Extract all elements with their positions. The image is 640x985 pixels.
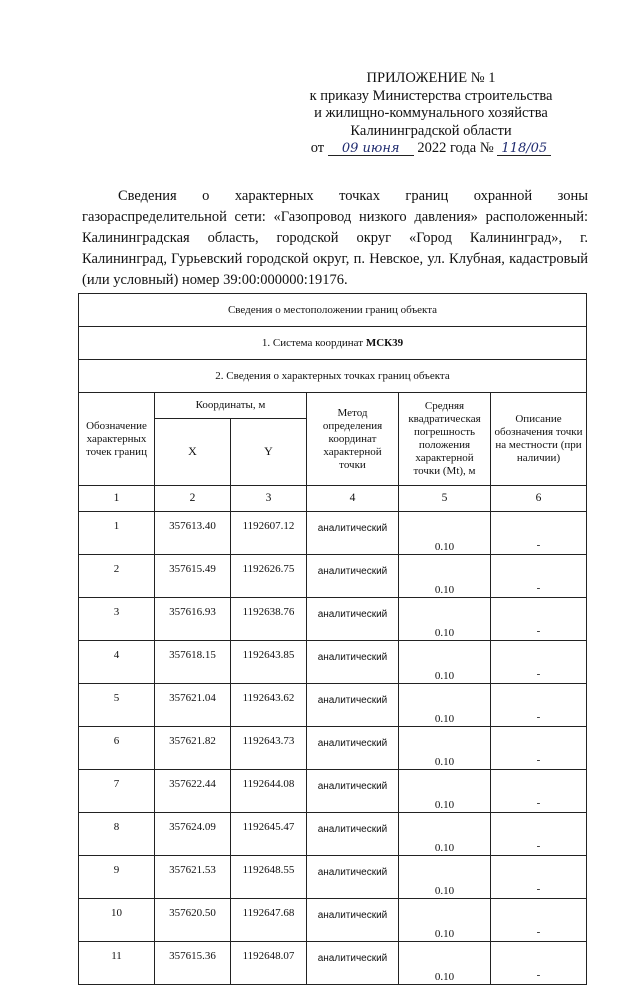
accuracy-cell: 0.10 — [399, 942, 491, 985]
y-coordinate-cell: 1192607.12 — [231, 512, 307, 555]
description-cell: - — [491, 727, 587, 770]
point-id-cell: 10 — [79, 899, 155, 942]
method-cell: аналитический — [307, 856, 399, 899]
description-cell: - — [491, 641, 587, 684]
accuracy-cell: 0.10 — [399, 770, 491, 813]
y-coordinate-cell: 1192648.55 — [231, 856, 307, 899]
method-cell: аналитический — [307, 942, 399, 985]
y-coordinate-cell: 1192648.07 — [231, 942, 307, 985]
accuracy-cell: 0.10 — [399, 684, 491, 727]
point-id-cell: 2 — [79, 555, 155, 598]
column-number: 3 — [231, 486, 307, 512]
table-title: Сведения о местоположении границ объекта — [79, 294, 587, 327]
point-id-cell: 6 — [79, 727, 155, 770]
header-row-1 — [79, 393, 587, 419]
point-id-cell: 11 — [79, 942, 155, 985]
x-coordinate-cell: 357615.49 — [155, 555, 231, 598]
column-number-row — [79, 486, 587, 512]
accuracy-cell: 0.10 — [399, 856, 491, 899]
document-header — [300, 70, 562, 158]
point-id-cell: 1 — [79, 512, 155, 555]
method-cell: аналитический — [307, 512, 399, 555]
header-x: X — [155, 418, 231, 485]
accuracy-cell: 0.10 — [399, 512, 491, 555]
column-number: 5 — [399, 486, 491, 512]
table-row — [79, 856, 587, 899]
from-label: от — [310, 140, 325, 156]
x-coordinate-cell: 357624.09 — [155, 813, 231, 856]
table-row — [79, 684, 587, 727]
order-line: к приказу Министерства строительства — [309, 87, 553, 104]
coordinate-system-label: 1. Система координат — [261, 336, 364, 349]
region-line: Калининградской области — [350, 122, 512, 139]
header-coords: Координаты, м — [155, 393, 307, 419]
description-cell: - — [491, 813, 587, 856]
description-cell: - — [491, 942, 587, 985]
description-cell: - — [491, 856, 587, 899]
method-cell: аналитический — [307, 899, 399, 942]
point-id-cell: 5 — [79, 684, 155, 727]
x-coordinate-cell: 357615.36 — [155, 942, 231, 985]
x-coordinate-cell: 357621.04 — [155, 684, 231, 727]
method-cell: аналитический — [307, 598, 399, 641]
point-id-cell: 4 — [79, 641, 155, 684]
table-row — [79, 770, 587, 813]
description-cell: - — [491, 598, 587, 641]
appendix-title: ПРИЛОЖЕНИЕ № 1 — [366, 70, 496, 86]
method-cell: аналитический — [307, 770, 399, 813]
table-row — [79, 813, 587, 856]
description-cell: - — [491, 684, 587, 727]
y-coordinate-cell: 1192647.68 — [231, 899, 307, 942]
y-coordinate-cell: 1192643.62 — [231, 684, 307, 727]
points-section-row — [79, 360, 587, 393]
header-accuracy: Средняя квадратическая погрешность положения характерной точки (Mt), м — [399, 393, 491, 486]
y-coordinate-cell: 1192645.47 — [231, 813, 307, 856]
table-title-row — [79, 294, 587, 327]
header-point: Обозначение характерных точек границ — [79, 393, 155, 486]
description-cell: - — [491, 770, 587, 813]
header-y: Y — [231, 418, 307, 485]
accuracy-cell: 0.10 — [399, 899, 491, 942]
table-row — [79, 727, 587, 770]
x-coordinate-cell: 357621.82 — [155, 727, 231, 770]
x-coordinate-cell: 357622.44 — [155, 770, 231, 813]
column-number: 1 — [79, 486, 155, 512]
coordinate-system-row — [79, 327, 587, 360]
accuracy-cell: 0.10 — [399, 555, 491, 598]
y-coordinate-cell: 1192638.76 — [231, 598, 307, 641]
method-cell: аналитический — [307, 555, 399, 598]
header-method: Метод определения координат характерной точки — [307, 393, 399, 486]
accuracy-cell: 0.10 — [399, 727, 491, 770]
table-row — [79, 641, 587, 684]
table-row — [79, 512, 587, 555]
intro-text: Сведения о характерных точках границ охранной зоны газораспределительной сети: «Газопровод низкого давления» расположенный: Калининградская область, городской округ «Город Калининград», г. Калининград, Гурьевский городской округ, п. Невское, ул. Клубная, кадастровый (или условный) номер 39:00:000000:19176. — [82, 188, 588, 288]
year-label: 2022 года № — [417, 140, 494, 156]
table-row — [79, 942, 587, 985]
description-cell: - — [491, 512, 587, 555]
point-id-cell: 7 — [79, 770, 155, 813]
order-date-line — [300, 140, 562, 158]
handwritten-order-number: 118/05 — [497, 142, 551, 156]
header-description: Описание обозначения точки на местности (при наличии) — [491, 393, 587, 486]
description-cell: - — [491, 555, 587, 598]
x-coordinate-cell: 357613.40 — [155, 512, 231, 555]
method-cell: аналитический — [307, 727, 399, 770]
x-coordinate-cell: 357620.50 — [155, 899, 231, 942]
table-row — [79, 555, 587, 598]
handwritten-date: 09 июня — [328, 142, 414, 156]
accuracy-cell: 0.10 — [399, 641, 491, 684]
description-cell: - — [491, 899, 587, 942]
coordinate-system-cell — [79, 327, 587, 360]
method-cell: аналитический — [307, 813, 399, 856]
method-cell: аналитический — [307, 641, 399, 684]
y-coordinate-cell: 1192643.73 — [231, 727, 307, 770]
ministry-line: и жилищно-коммунального хозяйства — [314, 105, 548, 121]
column-number: 4 — [307, 486, 399, 512]
x-coordinate-cell: 357616.93 — [155, 598, 231, 641]
y-coordinate-cell: 1192644.08 — [231, 770, 307, 813]
accuracy-cell: 0.10 — [399, 598, 491, 641]
method-cell: аналитический — [307, 684, 399, 727]
x-coordinate-cell: 357618.15 — [155, 641, 231, 684]
accuracy-cell: 0.10 — [399, 813, 491, 856]
y-coordinate-cell: 1192643.85 — [231, 641, 307, 684]
x-coordinate-cell: 357621.53 — [155, 856, 231, 899]
point-id-cell: 8 — [79, 813, 155, 856]
points-section-label: 2. Сведения о характерных точках границ объекта — [79, 360, 587, 393]
column-number: 2 — [155, 486, 231, 512]
y-coordinate-cell: 1192626.75 — [231, 555, 307, 598]
coordinate-system-value: МСК39 — [365, 336, 404, 349]
point-id-cell: 9 — [79, 856, 155, 899]
intro-paragraph — [82, 186, 588, 291]
table-row — [79, 598, 587, 641]
column-number: 6 — [491, 486, 587, 512]
point-id-cell: 3 — [79, 598, 155, 641]
boundary-points-table — [78, 293, 587, 985]
